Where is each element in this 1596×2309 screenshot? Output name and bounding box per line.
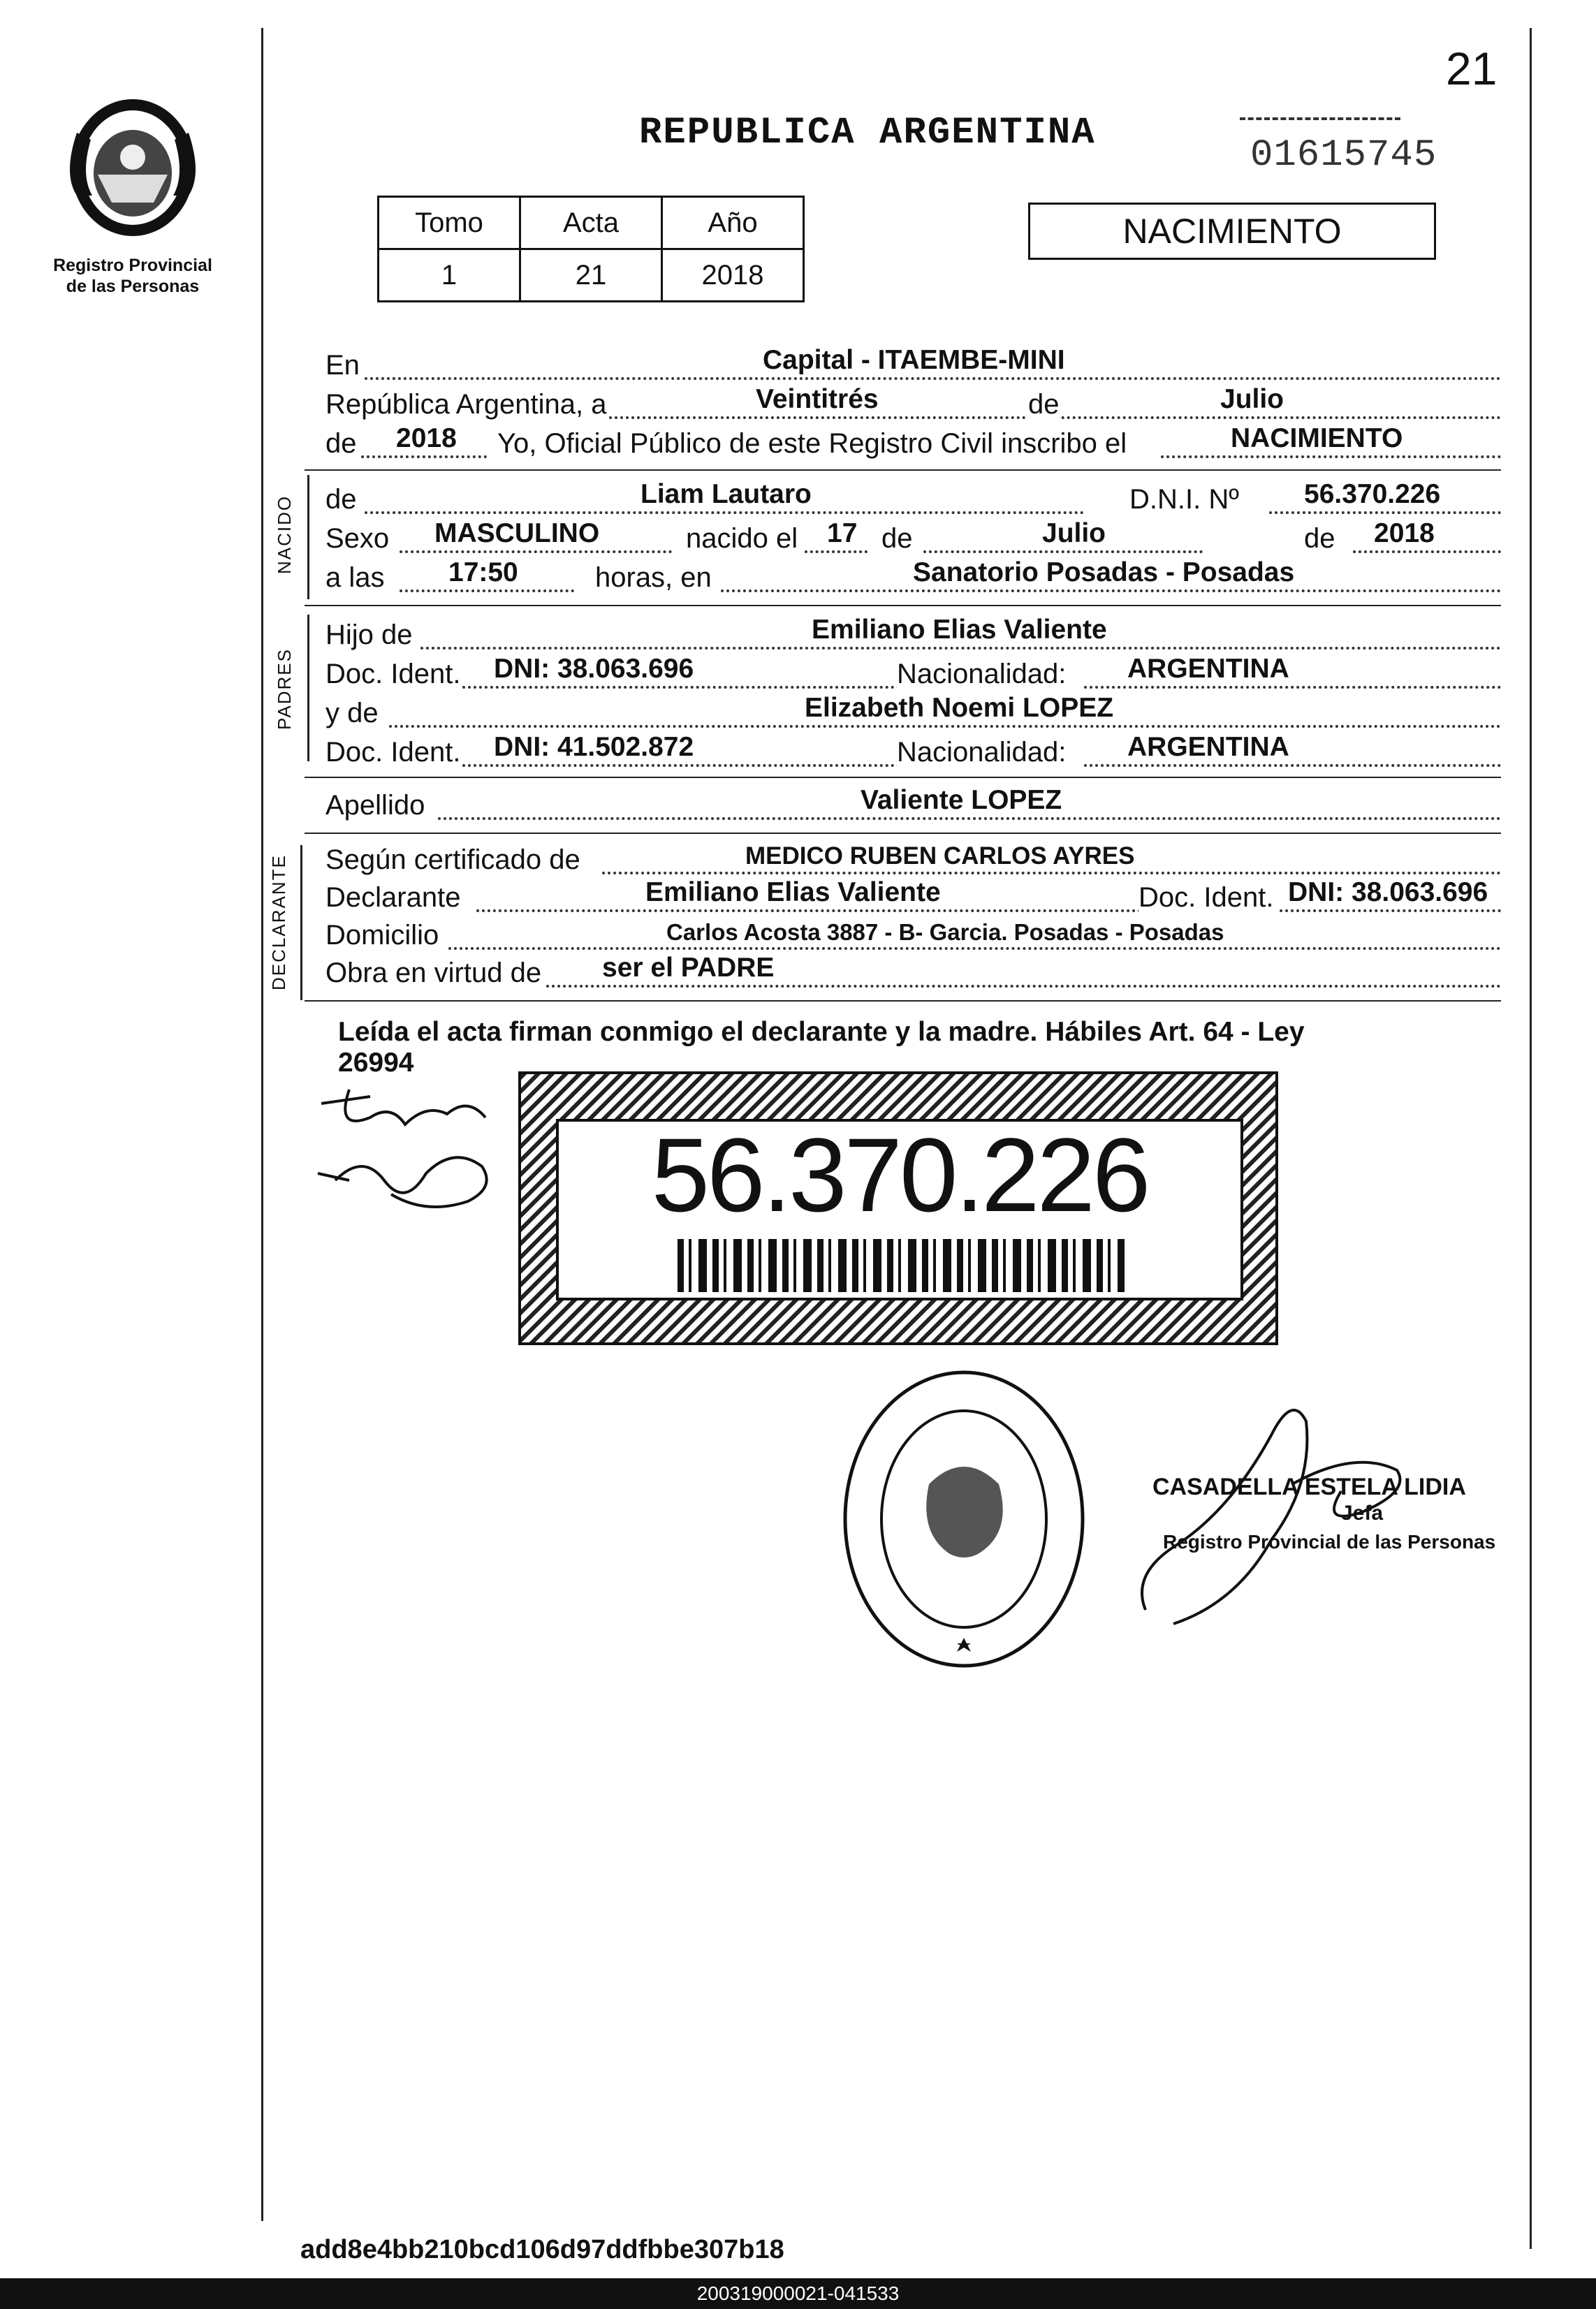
value-day-words: Veintitrés: [756, 384, 879, 414]
label-declarante: Declarante: [325, 882, 461, 913]
barcode: [678, 1239, 1125, 1292]
officer-name: CASADELLA ESTELA LIDIA: [1152, 1474, 1466, 1500]
label-decl-doc: Doc. Ident.: [1139, 882, 1274, 913]
value-father-nat: ARGENTINA: [1127, 654, 1289, 684]
row-apellido: [323, 785, 1501, 826]
page-number: 21: [1446, 43, 1498, 94]
logo-caption-line1: Registro Provincial: [53, 256, 212, 275]
value-year: 2018: [396, 423, 457, 453]
row-declarante: [323, 877, 1501, 918]
label-de-year: de: [1304, 523, 1335, 554]
row-domicilio: [323, 919, 1501, 955]
label-apellido: Apellido: [325, 790, 425, 821]
label-republica: República Argentina, a: [325, 389, 607, 420]
value-birth-month: Julio: [1042, 518, 1106, 548]
label-nacido-el: nacido el: [686, 523, 798, 554]
value-sexo: MASCULINO: [434, 518, 600, 548]
officer-signature-icon: [1132, 1379, 1432, 1645]
value-declarante: Emiliano Elias Valiente: [645, 877, 941, 907]
registry-stamp: [838, 1365, 1090, 1673]
label-a-las: a las: [325, 562, 385, 593]
province-seal-icon: [49, 91, 217, 251]
row-mother-doc: [323, 732, 1501, 772]
label-domicilio: Domicilio: [325, 920, 439, 951]
label-cert: Según certificado de: [325, 844, 580, 875]
row-obra: [323, 953, 1501, 993]
label-dni: D.N.I. Nº: [1129, 484, 1239, 515]
section-label-nacido: NACIDO: [274, 494, 295, 574]
table-value-tomo: 1: [379, 249, 520, 302]
doc-type-box: NACIMIENTO: [1028, 203, 1436, 260]
registry-table: [377, 196, 805, 302]
closing-line2: 26994: [338, 1048, 414, 1078]
value-apellido: Valiente LOPEZ: [861, 785, 1062, 815]
footer-code: 200319000021-041533: [696, 2282, 900, 2304]
value-father-name: Emiliano Elias Valiente: [812, 615, 1107, 645]
value-mother-name: Elizabeth Noemi LOPEZ: [805, 693, 1114, 723]
label-mother-doc: Doc. Ident.: [325, 737, 461, 768]
document-hash: add8e4bb210bcd106d97ddfbbe307b18: [300, 2235, 784, 2264]
serial-number: 01615745: [1250, 134, 1437, 177]
row-nacido-time: [323, 557, 1501, 598]
value-month: Julio: [1220, 384, 1284, 414]
row-date: [323, 384, 1501, 425]
label-sexo: Sexo: [325, 523, 390, 554]
divider-nacido-top: [305, 469, 1501, 471]
row-mother: [323, 693, 1501, 733]
label-y-de: y de: [325, 698, 379, 728]
footer-bar: [0, 2278, 1596, 2309]
closing-line1: Leída el acta firman conmigo el declarante y la madre. Hábiles Art. 64 - Ley: [338, 1017, 1305, 1047]
section-label-declarante: DECLARANTE: [268, 854, 289, 990]
value-father-doc: DNI: 38.063.696: [494, 654, 694, 684]
value-place: Capital - ITAEMBE-MINI: [763, 345, 1065, 375]
label-horas: horas, en: [595, 562, 712, 593]
document-title: REPUBLICA ARGENTINA: [639, 112, 1096, 154]
row-father: [323, 615, 1501, 655]
label-de-month: de: [881, 523, 913, 554]
label-hijo-de: Hijo de: [325, 620, 413, 650]
right-margin-line: [1530, 28, 1532, 2249]
divider-apellido-top: [305, 777, 1501, 778]
value-child-name: Liam Lautaro: [640, 479, 812, 509]
table-header-ano: Año: [662, 197, 804, 249]
logo-caption-line2: de las Personas: [66, 277, 200, 296]
section-label-padres: PADRES: [274, 648, 295, 730]
value-domicilio: Carlos Acosta 3887 - B- Garcia. Posadas - Posadas: [666, 919, 1224, 945]
row-cert: [323, 844, 1501, 880]
divider-padres-top: [305, 605, 1501, 606]
officer-office: Registro Provincial de las Personas: [1163, 1531, 1496, 1553]
label-father-doc: Doc. Ident.: [325, 659, 461, 689]
row-place: [323, 345, 1501, 386]
label-en: En: [325, 350, 360, 381]
label-de: de: [1028, 389, 1060, 420]
declarant-signature-icon: [307, 1076, 510, 1215]
nacido-bracket: [307, 475, 309, 599]
value-cert: MEDICO RUBEN CARLOS AYRES: [745, 842, 1135, 870]
value-birth-day: 17: [827, 518, 858, 548]
registry-stamp-icon: [838, 1365, 1090, 1673]
declarante-bracket: [300, 845, 302, 1000]
statement-text: Yo, Oficial Público de este Registro Civil inscribo el: [497, 428, 1127, 459]
dni-sticker: [518, 1071, 1278, 1345]
value-decl-doc: DNI: 38.063.696: [1288, 877, 1488, 907]
row-nacido-name: [323, 479, 1501, 520]
serial-rule: [1240, 117, 1400, 120]
value-birth-place: Sanatorio Posadas - Posadas: [913, 557, 1295, 587]
value-event: NACIMIENTO: [1231, 423, 1403, 453]
label-obra: Obra en virtud de: [325, 958, 542, 988]
left-margin-line: [261, 28, 263, 2221]
value-birth-year: 2018: [1374, 518, 1435, 548]
label-de2: de: [325, 428, 357, 459]
table-value-acta: 21: [520, 249, 662, 302]
dni-sticker-number: 56.370.226: [651, 1116, 1148, 1233]
row-father-doc: [323, 654, 1501, 694]
dni-sticker-inner: [556, 1116, 1243, 1300]
value-child-dni: 56.370.226: [1304, 479, 1441, 509]
divider-declarante-top: [305, 833, 1501, 834]
label-de-name: de: [325, 484, 357, 515]
table-header-tomo: Tomo: [379, 197, 520, 249]
value-birth-time: 17:50: [448, 557, 518, 587]
value-obra: ser el PADRE: [602, 953, 775, 983]
padres-bracket: [307, 615, 309, 761]
value-mother-doc: DNI: 41.502.872: [494, 732, 694, 762]
value-mother-nat: ARGENTINA: [1127, 732, 1289, 762]
label-mother-nat: Nacionalidad:: [897, 737, 1067, 768]
table-value-ano: 2018: [662, 249, 804, 302]
table-header-acta: Acta: [520, 197, 662, 249]
row-statement: [323, 423, 1501, 464]
divider-closing-top: [305, 1000, 1501, 1002]
label-father-nat: Nacionalidad:: [897, 659, 1067, 689]
officer-role: Jefa: [1341, 1502, 1384, 1525]
registry-logo: [49, 91, 217, 297]
row-nacido-sex: [323, 518, 1501, 559]
